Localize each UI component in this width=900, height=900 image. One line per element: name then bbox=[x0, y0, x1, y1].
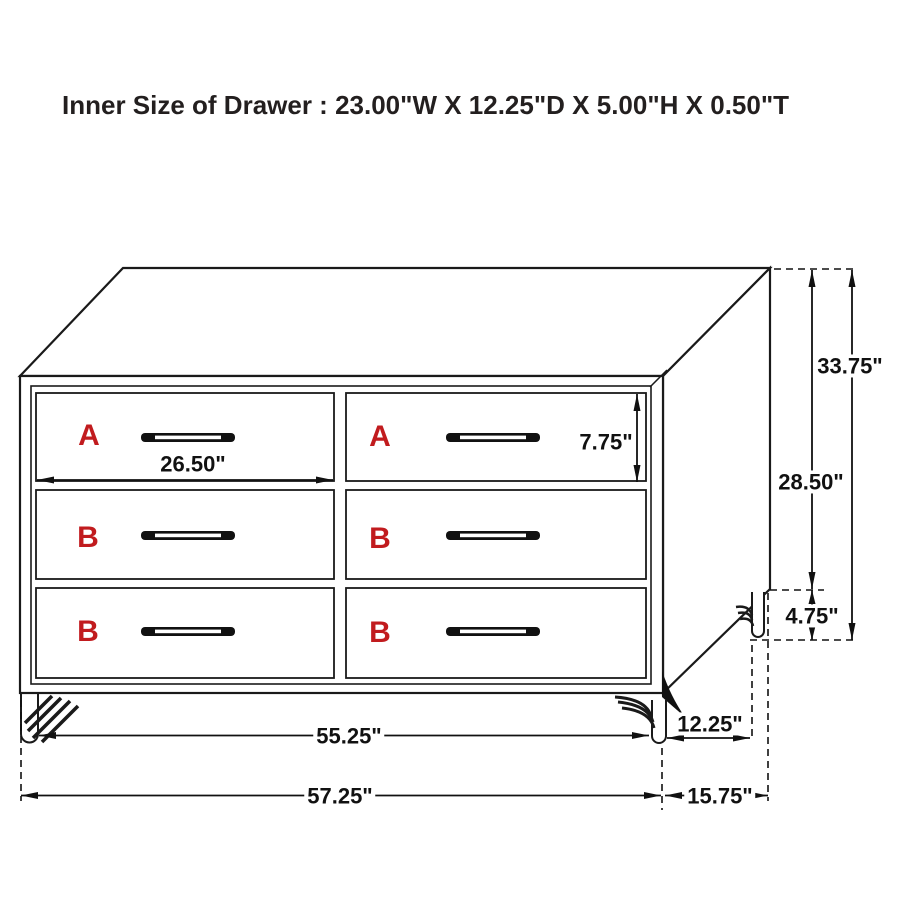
dim-case-height bbox=[809, 270, 816, 589]
label-overall-depth: 15.75" bbox=[684, 784, 755, 807]
dim-overall-height bbox=[849, 270, 856, 640]
label-leg-depth: 12.25" bbox=[674, 712, 745, 735]
diagram-title: Inner Size of Drawer : 23.00"W X 12.25"D X 5.00"H X 0.50"T bbox=[62, 90, 790, 120]
label-top-drawer-height: 7.75" bbox=[579, 429, 633, 455]
label-left-drawer-width: 26.50" bbox=[160, 451, 226, 477]
drawer-label-bottom-left: B bbox=[77, 615, 99, 648]
handle-top-left bbox=[141, 433, 235, 442]
label-overall-width: 57.25" bbox=[304, 784, 375, 807]
drawer-label-bottom-right: B bbox=[369, 616, 391, 649]
top-face bbox=[20, 268, 770, 376]
label-front-width-between-legs: 55.25" bbox=[313, 724, 384, 747]
handle-middle-right bbox=[446, 531, 540, 540]
handle-bottom-right bbox=[446, 627, 540, 636]
label-overall-height: 33.75" bbox=[814, 354, 885, 377]
drawer-label-middle-right: B bbox=[369, 522, 391, 555]
label-case-height: 28.50" bbox=[775, 470, 846, 493]
handle-bottom-left bbox=[141, 627, 235, 636]
drawer-label-middle-left: B bbox=[77, 521, 99, 554]
handle-top-right bbox=[446, 433, 540, 442]
handle-middle-left bbox=[141, 531, 235, 540]
drawer-label-top-left: A bbox=[78, 419, 100, 452]
drawer-label-top-right: A bbox=[369, 420, 391, 453]
label-leg-height: 4.75" bbox=[782, 604, 841, 627]
